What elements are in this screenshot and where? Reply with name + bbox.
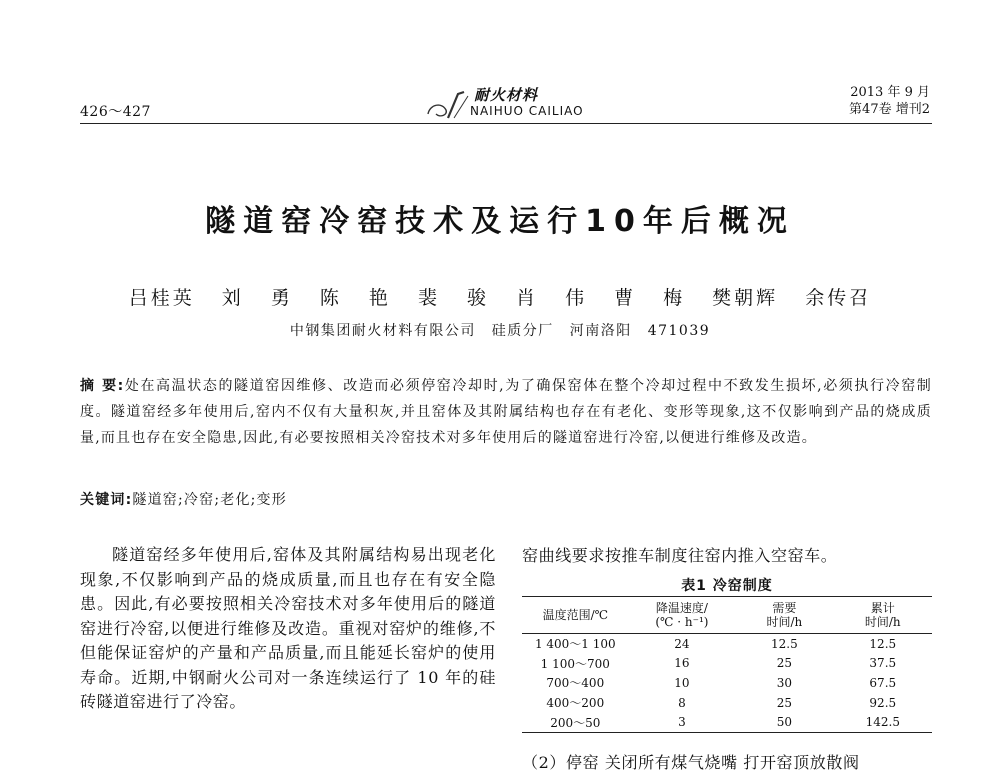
journal-name-en: NAIHUO CAILIAO xyxy=(470,104,584,118)
authors: 吕桂英 刘 勇 陈 艳 裴 骏 肖 伟 曹 梅 樊朝辉 余传召 xyxy=(128,287,872,309)
body-right-text: 窑曲线要求按推车制度往窑内推入空窑车。 xyxy=(522,546,838,565)
page-range: 426～427 xyxy=(80,104,151,120)
header-required-time: 需要 时间/h xyxy=(735,597,833,634)
keywords-text: 隧道窑;冷窑;老化;变形 xyxy=(132,492,287,508)
table-row xyxy=(522,712,932,732)
cell-cooling-rate: 8 xyxy=(678,695,686,710)
table-row xyxy=(522,673,932,693)
cooling-schedule-table xyxy=(522,596,932,733)
article-title: 隧道窑冷窑技术及运行10年后概况 xyxy=(205,204,795,239)
table-row xyxy=(522,634,932,654)
journal-swirl-icon xyxy=(424,88,470,122)
cell-cooling-rate: 3 xyxy=(629,712,736,732)
table-row xyxy=(522,693,932,713)
cell-temperature-range: 200～50 xyxy=(522,712,629,732)
abstract xyxy=(80,373,932,451)
cell-required-time: 12.5 xyxy=(771,636,798,651)
abstract-text: 处在高温状态的隧道窑因维修、改造而必须停窑冷却时,为了确保窑体在整个冷却过程中不致发生损坏,必须执行冷窑制度。隧道窑经多年使用后,窑内不仅有大量积灰,并且窑体及其附属结构也存在有老化、变形等现象,这不仅影响到产品的烧成质量,而且也存在安全隐患,因此,有必要按照相关冷窑技术对多年使用后的隧道窑进行冷窑,以便进行维修及改造。 xyxy=(80,378,932,446)
cell-temperature-range: 1 400～1 100 xyxy=(534,637,616,652)
cell-cumulative-time: 37.5 xyxy=(869,656,897,671)
cell-cooling-rate: 24 xyxy=(674,636,690,651)
body-left-column xyxy=(80,543,496,715)
header-cumulative-time: 累计 时间/h xyxy=(834,597,932,634)
cell-required-time: 25 xyxy=(776,695,793,710)
cell-cumulative-time: 142.5 xyxy=(834,712,932,732)
cell-required-time: 30 xyxy=(776,675,793,690)
journal-name-cn: 耐火材料 xyxy=(474,86,539,104)
cell-temperature-range: 1 100～700 xyxy=(540,656,610,671)
issue-info xyxy=(849,84,930,118)
abstract-label: 摘 要: xyxy=(80,378,125,394)
header-rule xyxy=(80,123,932,124)
body-paragraph: 隧道窑经多年使用后,窑体及其附属结构易出现老化现象,不仅影响到产品的烧成质量,而且也存在有安全隐患。因此,有必要按照相关冷窑技术对多年使用后的隧道窑进行冷窑,以便进行维修及改造。重视对窑炉的维修,不但能保证窑炉的产量和产品质量,而且能延长窑炉的使用寿命。近期,中钢耐火公司对一条连续运行了 10 年的硅砖隧道窑进行了冷窑。 xyxy=(80,545,496,711)
table-title: 表1 冷窑制度 xyxy=(681,578,773,594)
header-temperature-range: 温度范围/℃ xyxy=(522,597,629,634)
table-header-row xyxy=(522,597,932,634)
cell-required-time: 25 xyxy=(776,656,793,671)
cell-cumulative-time: 92.5 xyxy=(869,695,897,710)
journal-logo xyxy=(424,84,604,124)
cell-temperature-range: 400～200 xyxy=(546,696,605,711)
cell-cooling-rate: 10 xyxy=(674,675,690,690)
affiliation: 中钢集团耐火材料有限公司 硅质分厂 河南洛阳 471039 xyxy=(289,323,711,339)
keywords-label: 关键词: xyxy=(80,492,133,508)
issue-date: 2013 年 9 月 xyxy=(850,85,930,100)
header-cooling-rate: 降温速度/ (℃ · h⁻¹) xyxy=(629,597,736,634)
keywords xyxy=(80,489,932,509)
body-right-text-continued: （2）停窑 关闭所有煤气烧嘴 打开窑顶放散阀 xyxy=(522,753,860,772)
table-row xyxy=(522,654,932,674)
cell-cumulative-time: 67.5 xyxy=(869,675,897,690)
cell-temperature-range: 700～400 xyxy=(546,676,605,691)
issue-volume: 第47卷 增刊2 xyxy=(849,102,930,117)
cell-required-time: 50 xyxy=(735,712,833,732)
cell-cooling-rate: 16 xyxy=(674,656,690,671)
cell-cumulative-time: 12.5 xyxy=(869,636,897,651)
